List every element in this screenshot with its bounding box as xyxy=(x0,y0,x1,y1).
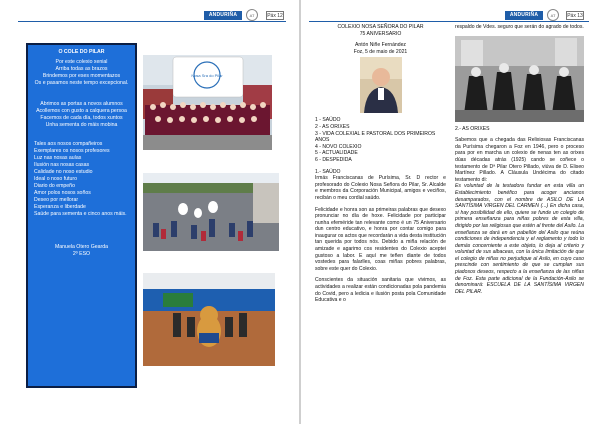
poem-line: Esperanza e liberdade xyxy=(34,204,86,210)
poem-class: 2º ESO xyxy=(72,251,91,257)
paragraph: Felicidade e honra son as primeiras palabras que desexo pronunciar no día de hoxe. Felicidade por participar nunha efeméride tan relevante como é un 75 Aniversario dun centro educativo, e honra por contar comigo para inaugurar os actos que recordarán a vida desta institución tan querida por todos nós. Debido a miña relación de amizade e agarimo cos residentes do Colexio aceptei gustoso a labor. E aquí me teñen diante de todos vostedes para falarlles, coas miñas pobres palabras, sobre este quer do Colexio. xyxy=(315,206,446,272)
poem-line: Deseo por mellorar xyxy=(34,197,79,203)
page-number: Páx 12 xyxy=(267,13,283,19)
article-date: Foz, 5 de maio de 2021 xyxy=(353,48,408,55)
header-badge: ANDURIÑA xyxy=(204,11,242,20)
poem-line: Abrimos as portas a novos alumnos xyxy=(40,101,123,107)
school-group-photo xyxy=(143,55,272,150)
poem-line: Ilusión nas nosas casas xyxy=(34,162,90,168)
poem-line: Saúde para sementa e cinco anos máis. xyxy=(34,211,127,217)
poem-line: Facemos de cada día, todos xuntos xyxy=(40,115,123,121)
article-author: Antón Niñe Fernández xyxy=(355,42,406,49)
school-logo-icon: AT xyxy=(246,9,258,21)
paragraph: Irmás Franciscanas de Purísima, Sr. D rector e profesorado do Colexio Nosa Señora do Pilar, Sr. Alcalde e membros da Corporación Municipal, amigos e veciños, recibán o meu cordial saúdo. xyxy=(315,175,446,201)
poem-line: Calidade no noso estudio xyxy=(34,169,93,175)
author-portrait xyxy=(360,57,402,113)
historic-nuns-photo xyxy=(455,36,584,122)
page-right xyxy=(301,0,600,424)
index-item: 2 - AS ORIXES xyxy=(315,123,350,130)
page-number: Páx 13 xyxy=(567,13,583,19)
index-item: 5 - ACTUALIDADE xyxy=(315,150,358,157)
poem-line: Brindemos por eses momentazos xyxy=(42,73,121,79)
index-item: 3 - VIDA COLEXIAL E PASTORAL DOS PRIMEIROS ANOS xyxy=(315,130,436,144)
article-column-right xyxy=(455,24,584,295)
poem-line: Por este colexio xenial xyxy=(55,59,108,65)
poem-author: Manuela Otero Gearda xyxy=(54,244,109,250)
poem-line: Diario do empeño xyxy=(34,183,75,189)
svg-text:Nosa Sra do Pilar: Nosa Sra do Pilar xyxy=(191,73,223,78)
playground-photo xyxy=(143,173,279,251)
poem-title: O COLE DO PILAR xyxy=(58,49,105,55)
poem-line: Tales aos nosos compañeiros xyxy=(34,141,103,147)
poem-line: Luz nas nosas aulas xyxy=(34,155,82,161)
paragraph: Conscientes da situación sanitaria que vivimos, as actividades a realizar están condicionadas pola pandemia do Covid, pero a ledicia e ilusión posta pola Comunidade Educativa e o xyxy=(315,277,446,304)
poem-line: Amor polos nosos soños xyxy=(34,190,91,196)
poem-line: Ideal o noso futuro xyxy=(34,176,77,182)
school-logo-icon: AT xyxy=(547,9,559,21)
poem-line: Acollemos con gusto a calquera persoa xyxy=(36,108,127,114)
page-left xyxy=(0,0,299,424)
section-heading: 2.- AS ORIXES xyxy=(455,125,490,132)
header-rule xyxy=(309,21,589,22)
header-badge: ANDURIÑA xyxy=(505,11,543,20)
poem-line: Arriba todas as brazos xyxy=(55,66,108,72)
article-column-left xyxy=(315,24,446,304)
paragraph: Sabemos que a chegada das Relixiosas Franciscanas da Purísima chegaron a Foz en 1946, pero o proceso para por en marcha un colexio de nenas ten as orixes dúas décadas atrás (1925) cando se coñece o testamento de Dª Pilar Otero Pillado, viúva de D. Eliseo Martínez Pillado. A Cláusula Undécima do citado testamento di: xyxy=(455,137,584,183)
article-title: COLEXIO NOSA SEÑORA DO PILAR xyxy=(337,24,424,30)
article-subtitle: 75 ANIVERSARIO xyxy=(359,30,402,37)
poem-line: Exemplares os nosos profesores xyxy=(34,148,110,154)
gym-mascot-photo xyxy=(143,273,275,366)
poem-line: Os e pasamos neste tempo excepcional. xyxy=(34,80,129,86)
index-item: 6 - DESPEDIDA xyxy=(315,156,352,163)
testament-quote: Es voluntad de la testadora fundar en esta villa un Establecimiento benéfico para acoger ancianos desamparados, con el nombre de ASILO DE LA SANTÍSIMA VIRGEN DEL CARMEN (...) En dicha casa, si hay posibilidad de ello, quiere se funde un colegio de primera enseñanza para niñas pobres de esta villa, dirigido por las religiosas que estén al frente del Asilo. La enseñanza se dará en un pabellón del Asilo que reúna condiciones de independencia y el reglamento y todo lo demás concerniente a este objeto, lo deja al criterio y voluntad de sus albaceas, con la única limitación de que el colegio de niñas no perjudique al Asilo, en cuyo caso prescinde con sentimiento de que se cumplan sus piadosos deseos, respecto a la enseñanza de las niñas de Foz. Esta parte adicional de la Fundación-Asilo se denominará: ESCUELA DE LA SANTÍSIMA VIRGEN DEL PILAR. xyxy=(455,183,584,295)
index-item: 1 - SAÚDO xyxy=(315,117,341,124)
poem-box xyxy=(26,43,137,388)
paragraph: respaldo de Vdes. seguro que serán do agrado de todos. xyxy=(455,24,584,30)
header-rule xyxy=(18,21,286,22)
poem-line: Unha sementa do máis mobina xyxy=(45,122,118,128)
section-heading: 1.- SAÚDO xyxy=(315,168,341,175)
index-item: 4 - NOVO COLEXIO xyxy=(315,143,362,150)
